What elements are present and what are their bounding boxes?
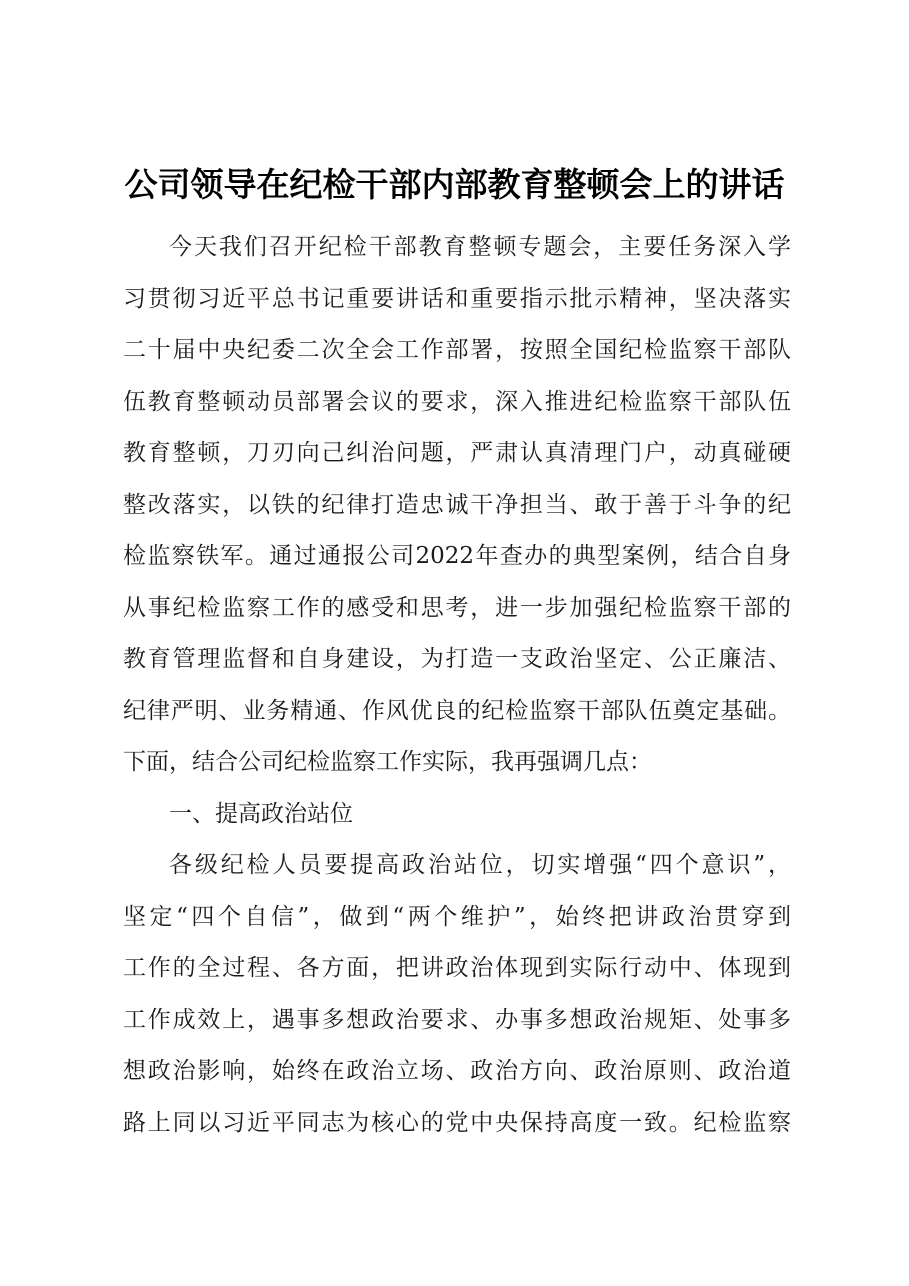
paragraph-line: 想政治影响，始终在政治立场、政治方向、政治原则、政治道 bbox=[123, 1058, 791, 1084]
paragraph-line: 工作的全过程、各方面，把讲政治体现到实际行动中、体现到 bbox=[123, 955, 791, 981]
paragraph-line: 今天我们召开纪检干部教育整顿专题会，主要任务深入学 bbox=[169, 234, 791, 260]
paragraph-line: 路上同以习近平同志为核心的党中央保持高度一致。纪检监察 bbox=[123, 1109, 791, 1136]
paragraph-line: 教育整顿，刀刃向己纠治问题，严肃认真清理门户，动真碰硬 bbox=[123, 440, 791, 466]
document-title: 公司领导在纪检干部内部教育整顿会上的讲话 bbox=[124, 165, 785, 204]
paragraph-line: 纪律严明、业务精通、作风优良的纪检监察干部队伍奠定基础。 bbox=[123, 697, 791, 724]
paragraph-line: 整改落实，以铁的纪律打造忠诚干净担当、敢于善于斗争的纪 bbox=[123, 491, 791, 518]
paragraph-line: 下面，结合公司纪检监察工作实际，我再强调几点： bbox=[123, 749, 652, 775]
section-heading: 一、提高政治站位 bbox=[169, 800, 353, 827]
paragraph-line: 检监察铁军。通过通报公司2022年查办的典型案例，结合自身 bbox=[123, 543, 791, 569]
paragraph-line: 从事纪检监察工作的感受和思考，进一步加强纪检监察干部的 bbox=[123, 594, 791, 621]
paragraph-line: 教育管理监督和自身建设，为打造一支政治坚定、公正廉洁、 bbox=[123, 646, 791, 672]
paragraph-line: 各级纪检人员要提高政治站位，切实增强“四个意识”， bbox=[169, 852, 791, 878]
paragraph-line: 工作成效上，遇事多想政治要求、办事多想政治规矩、处事多 bbox=[123, 1006, 791, 1033]
paragraph-line: 习贯彻习近平总书记重要讲话和重要指示批示精神，坚决落实 bbox=[123, 285, 791, 312]
paragraph-line: 二十届中央纪委二次全会工作部署，按照全国纪检监察干部队 bbox=[123, 337, 791, 363]
paragraph-line: 伍教育整顿动员部署会议的要求，深入推进纪检监察干部队伍 bbox=[123, 388, 791, 415]
paragraph-line: 坚定“四个自信”，做到“两个维护”，始终把讲政治贯穿到 bbox=[123, 903, 791, 930]
document-body bbox=[123, 222, 791, 1149]
